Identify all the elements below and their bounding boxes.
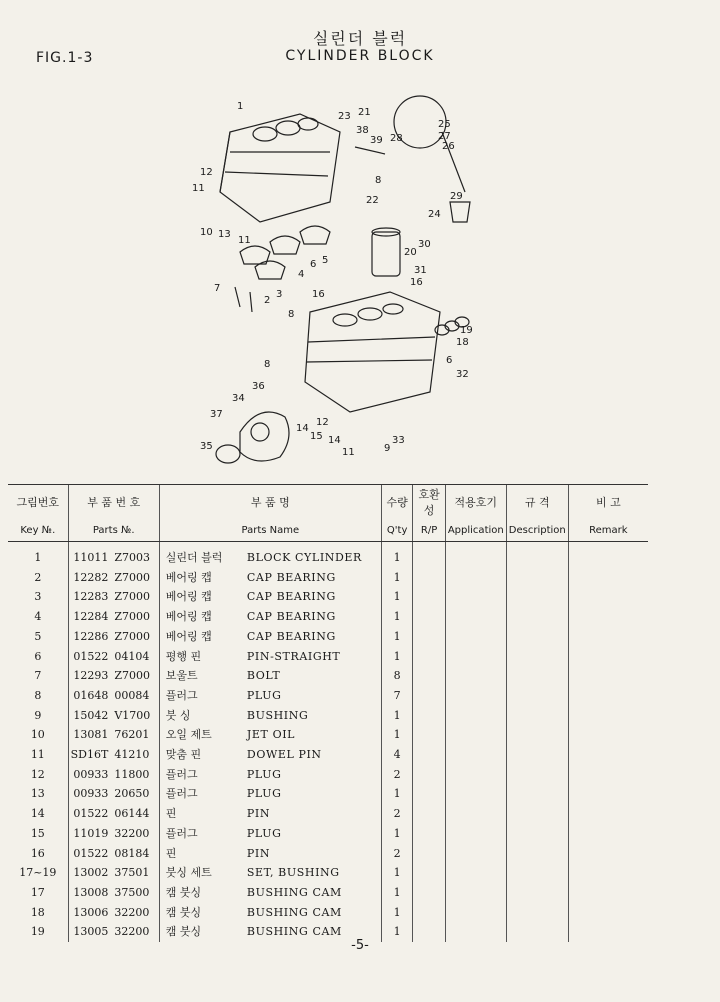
part-name-korean-cell: 평행 핀 <box>159 647 245 667</box>
application-cell <box>445 686 506 706</box>
callout-3: 3 <box>276 289 283 300</box>
part-number-prefix-cell: 11011 <box>68 542 112 568</box>
interchange-cell <box>413 607 445 627</box>
callout-31: 31 <box>414 265 427 276</box>
part-number-suffix-cell: Z7003 <box>114 551 150 564</box>
part-name-korean-cell: 캠 붓싱 <box>159 883 245 903</box>
callout-6: 6 <box>310 259 317 270</box>
interchange-cell <box>413 666 445 686</box>
quantity-cell: 1 <box>381 542 413 568</box>
interchange-cell <box>413 627 445 647</box>
interchange-cell <box>413 784 445 804</box>
part-name-cell: BUSHING CAM <box>246 905 342 919</box>
key-cell: 19 <box>30 925 45 939</box>
table-row <box>8 706 648 726</box>
remark-cell <box>568 542 648 568</box>
application-cell <box>445 863 506 883</box>
part-name-korean-cell: 베어링 캡 <box>159 607 245 627</box>
part-name-korean-cell: 베어링 캡 <box>159 568 245 588</box>
remark-cell <box>568 784 648 804</box>
callout-11b: 11 <box>238 235 251 246</box>
part-number-suffix-cell: Z7000 <box>114 570 150 584</box>
col-remark-ko: 비 고 <box>568 485 648 522</box>
quantity-cell: 1 <box>381 824 413 844</box>
spec-cell <box>506 607 568 627</box>
application-cell <box>445 607 506 627</box>
part-number-prefix-cell: 00933 <box>68 765 112 785</box>
interchange-cell <box>413 706 445 726</box>
callout-34: 34 <box>232 393 245 404</box>
col-parts-name-ko: 부 품 명 <box>159 485 381 522</box>
application-cell <box>445 568 506 588</box>
spec-cell <box>506 745 568 765</box>
part-number-prefix-cell: 13081 <box>68 725 112 745</box>
spec-cell <box>506 587 568 607</box>
table-row <box>8 647 648 667</box>
remark-cell <box>568 745 648 765</box>
callout-1: 1 <box>237 101 244 112</box>
remark-cell <box>568 804 648 824</box>
table-subheader-row <box>8 521 648 542</box>
part-number-suffix-cell: 32200 <box>114 925 150 939</box>
part-number-prefix-cell: 12282 <box>68 568 112 588</box>
callout-8: 8 <box>375 175 382 186</box>
remark-cell <box>568 706 648 726</box>
interchange-cell <box>413 647 445 667</box>
quantity-cell: 2 <box>381 804 413 824</box>
quantity-cell: 7 <box>381 686 413 706</box>
quantity-cell: 1 <box>381 784 413 804</box>
page-number: -5- <box>351 938 369 953</box>
part-number-prefix-cell: 12286 <box>68 627 112 647</box>
key-cell: 11 <box>30 748 45 762</box>
quantity-cell: 1 <box>381 627 413 647</box>
callout-10: 10 <box>200 227 213 238</box>
part-name-korean-cell: 캠 붓싱 <box>159 903 245 923</box>
part-name-korean-cell: 플러그 <box>159 824 245 844</box>
part-name-korean-cell: 보울트 <box>159 666 245 686</box>
page-title: CYLINDER BLOCK <box>285 48 435 64</box>
part-number-suffix-cell: Z7000 <box>114 590 150 604</box>
col-spec-ko: 규 격 <box>506 485 568 522</box>
col-qty-en: Q'ty <box>381 521 413 542</box>
quantity-cell: 1 <box>381 607 413 627</box>
part-name-cell: CAP BEARING <box>246 629 336 643</box>
table-row <box>8 883 648 903</box>
key-cell: 16 <box>30 846 45 860</box>
part-name-korean-cell: 플러그 <box>159 765 245 785</box>
interchange-cell <box>413 883 445 903</box>
part-number-suffix-cell: 32200 <box>114 826 150 840</box>
application-cell <box>445 844 506 864</box>
part-name-cell: DOWEL PIN <box>246 748 322 762</box>
part-name-korean-cell: 붓싱 세트 <box>159 863 245 883</box>
table-row <box>8 666 648 686</box>
spec-cell <box>506 765 568 785</box>
part-name-cell: CAP BEARING <box>246 610 336 624</box>
key-cell: 15 <box>30 826 45 840</box>
part-number-prefix-cell: 13006 <box>68 903 112 923</box>
application-cell <box>445 804 506 824</box>
quantity-cell: 4 <box>381 745 413 765</box>
part-number-prefix-cell: 12284 <box>68 607 112 627</box>
part-name-cell: BUSHING CAM <box>246 885 342 899</box>
part-name-cell: PIN <box>246 846 271 860</box>
table-row <box>8 903 648 923</box>
col-parts-no-en: Parts №. <box>68 521 159 542</box>
quantity-cell: 1 <box>381 922 413 942</box>
application-cell <box>445 647 506 667</box>
quantity-cell: 1 <box>381 725 413 745</box>
page-title-korean: 실린더 블럭 <box>312 29 408 48</box>
part-number-suffix-cell: 37500 <box>114 885 150 899</box>
interchange-cell <box>413 725 445 745</box>
table-row <box>8 804 648 824</box>
remark-cell <box>568 903 648 923</box>
part-name-korean-cell: 캠 붓싱 <box>159 922 245 942</box>
part-number-suffix-cell: 06144 <box>114 807 150 821</box>
part-number-suffix-cell: Z7000 <box>114 610 150 624</box>
part-name-cell: JET OIL <box>246 728 296 742</box>
part-name-cell: BOLT <box>246 669 281 683</box>
part-number-prefix-cell: 15042 <box>68 706 112 726</box>
figure-label: FIG.1-3 <box>36 50 94 66</box>
part-number-prefix-cell: 12283 <box>68 587 112 607</box>
part-name-cell: PIN <box>246 807 271 821</box>
application-cell <box>445 765 506 785</box>
application-cell <box>445 542 506 568</box>
callout-12b: 12 <box>316 417 329 428</box>
table-header-row <box>8 485 648 522</box>
part-name-korean-cell: 오일 제트 <box>159 725 245 745</box>
remark-cell <box>568 686 648 706</box>
table-row <box>8 607 648 627</box>
application-cell <box>445 725 506 745</box>
col-application-ko: 적용호기 <box>445 485 506 522</box>
callout-39: 39 <box>370 135 383 146</box>
spec-cell <box>506 883 568 903</box>
callout-8c: 8 <box>264 359 271 370</box>
application-cell <box>445 587 506 607</box>
remark-cell <box>568 607 648 627</box>
table-row <box>8 542 648 568</box>
callout-7: 7 <box>214 283 221 294</box>
key-cell: 4 <box>34 610 42 624</box>
quantity-cell: 2 <box>381 844 413 864</box>
key-cell: 2 <box>34 570 42 584</box>
part-name-cell: BUSHING <box>246 708 309 722</box>
interchange-cell <box>413 745 445 765</box>
part-name-cell: PLUG <box>246 826 282 840</box>
col-key-ko: 그림번호 <box>8 485 68 522</box>
part-name-korean-cell: 실린더 블럭 <box>159 542 245 568</box>
part-name-cell: CAP BEARING <box>246 570 336 584</box>
callout-24: 24 <box>428 209 441 220</box>
callout-13: 13 <box>218 229 231 240</box>
callout-9: 9 <box>384 443 391 454</box>
table-row <box>8 686 648 706</box>
part-number-suffix-cell: 00084 <box>114 688 150 702</box>
remark-cell <box>568 647 648 667</box>
col-spec-en: Description <box>506 521 568 542</box>
interchange-cell <box>413 542 445 568</box>
quantity-cell: 8 <box>381 666 413 686</box>
key-cell: 12 <box>30 767 45 781</box>
key-cell: 5 <box>34 629 42 643</box>
spec-cell <box>506 804 568 824</box>
col-key-en: Key №. <box>8 521 68 542</box>
callout-5: 5 <box>322 255 329 266</box>
quantity-cell: 2 <box>381 765 413 785</box>
spec-cell <box>506 824 568 844</box>
parts-table <box>8 484 648 942</box>
part-name-cell: BLOCK CYLINDER <box>246 551 362 564</box>
col-application-en: Application <box>445 521 506 542</box>
part-number-suffix-cell: 76201 <box>114 728 150 742</box>
application-cell <box>445 745 506 765</box>
part-name-korean-cell: 베어링 캡 <box>159 627 245 647</box>
remark-cell <box>568 844 648 864</box>
spec-cell <box>506 706 568 726</box>
remark-cell <box>568 765 648 785</box>
remark-cell <box>568 883 648 903</box>
application-cell <box>445 666 506 686</box>
callout-18: 18 <box>456 337 469 348</box>
part-number-prefix-cell: 13008 <box>68 883 112 903</box>
callout-11c: 11 <box>342 447 355 458</box>
remark-cell <box>568 568 648 588</box>
part-number-prefix-cell: 11019 <box>68 824 112 844</box>
callout-8b: 8 <box>288 309 295 320</box>
callout-25: 25 <box>438 119 451 130</box>
part-name-korean-cell: 핀 <box>159 844 245 864</box>
part-number-prefix-cell: 13005 <box>68 922 112 942</box>
key-cell: 1 <box>34 551 42 564</box>
callout-30: 30 <box>418 239 431 250</box>
callout-33: 33 <box>392 435 405 446</box>
quantity-cell: 1 <box>381 863 413 883</box>
key-cell: 17 <box>30 885 45 899</box>
application-cell <box>445 784 506 804</box>
spec-cell <box>506 568 568 588</box>
col-qty-ko: 수량 <box>381 485 413 522</box>
application-cell <box>445 824 506 844</box>
callout-2: 2 <box>264 295 271 306</box>
callout-32: 32 <box>456 369 469 380</box>
part-number-prefix-cell: 12293 <box>68 666 112 686</box>
callout-16b: 16 <box>312 289 325 300</box>
interchange-cell <box>413 686 445 706</box>
col-parts-no-ko: 부 품 번 호 <box>68 485 159 522</box>
part-number-suffix-cell: 20650 <box>114 787 150 801</box>
table-row <box>8 568 648 588</box>
remark-cell <box>568 824 648 844</box>
interchange-cell <box>413 824 445 844</box>
part-number-prefix-cell: 01522 <box>68 844 112 864</box>
key-cell: 17~19 <box>19 866 57 880</box>
parts-table-body <box>8 542 648 943</box>
spec-cell <box>506 686 568 706</box>
interchange-cell <box>413 568 445 588</box>
key-cell: 18 <box>30 905 45 919</box>
part-number-prefix-cell: 13002 <box>68 863 112 883</box>
key-cell: 3 <box>34 590 42 604</box>
interchange-cell <box>413 804 445 824</box>
part-number-suffix-cell: 37501 <box>114 866 150 880</box>
part-name-cell: PIN-STRAIGHT <box>246 649 341 663</box>
table-row <box>8 627 648 647</box>
spec-cell <box>506 666 568 686</box>
application-cell <box>445 706 506 726</box>
callout-19: 19 <box>460 325 473 336</box>
callout-11: 11 <box>192 183 205 194</box>
spec-cell <box>506 844 568 864</box>
col-remark-en: Remark <box>568 521 648 542</box>
quantity-cell: 1 <box>381 903 413 923</box>
part-number-prefix-cell: 00933 <box>68 784 112 804</box>
part-number-suffix-cell: 08184 <box>114 846 150 860</box>
spec-cell <box>506 542 568 568</box>
spec-cell <box>506 725 568 745</box>
callout-27: 27 <box>438 131 451 142</box>
callout-4: 4 <box>298 269 305 280</box>
remark-cell <box>568 587 648 607</box>
callout-20: 20 <box>404 247 417 258</box>
callout-21: 21 <box>358 107 371 118</box>
part-name-korean-cell: 맞춤 핀 <box>159 745 245 765</box>
interchange-cell <box>413 765 445 785</box>
remark-cell <box>568 863 648 883</box>
key-cell: 9 <box>34 708 42 722</box>
interchange-cell <box>413 844 445 864</box>
table-row <box>8 824 648 844</box>
part-name-korean-cell: 플러그 <box>159 686 245 706</box>
callout-35: 35 <box>200 441 213 452</box>
application-cell <box>445 883 506 903</box>
part-number-prefix-cell: 01522 <box>68 647 112 667</box>
callout-38: 38 <box>356 125 369 136</box>
callout-14: 14 <box>296 423 309 434</box>
key-cell: 7 <box>34 669 42 683</box>
quantity-cell: 1 <box>381 587 413 607</box>
callout-28: 28 <box>390 133 403 144</box>
table-row <box>8 725 648 745</box>
interchange-cell <box>413 903 445 923</box>
key-cell: 14 <box>30 807 45 821</box>
part-number-suffix-cell: Z7000 <box>114 629 150 643</box>
callout-22: 22 <box>366 195 379 206</box>
table-row <box>8 844 648 864</box>
part-number-prefix-cell: SD16T <box>68 745 112 765</box>
col-interchange-ko: 호환성 <box>413 485 445 522</box>
callout-14b: 14 <box>328 435 341 446</box>
callout-29: 29 <box>450 191 463 202</box>
part-name-korean-cell: 붓 싱 <box>159 706 245 726</box>
quantity-cell: 1 <box>381 647 413 667</box>
quantity-cell: 1 <box>381 706 413 726</box>
part-name-cell: PLUG <box>246 688 282 702</box>
part-number-prefix-cell: 01648 <box>68 686 112 706</box>
part-name-korean-cell: 핀 <box>159 804 245 824</box>
part-number-suffix-cell: V1700 <box>114 708 151 722</box>
part-number-suffix-cell: Z7000 <box>114 669 150 683</box>
part-name-cell: BUSHING CAM <box>246 925 342 939</box>
interchange-cell <box>413 863 445 883</box>
callout-15: 15 <box>310 431 323 442</box>
part-number-suffix-cell: 32200 <box>114 905 150 919</box>
remark-cell <box>568 627 648 647</box>
part-name-cell: CAP BEARING <box>246 590 336 604</box>
callout-23: 23 <box>338 111 351 122</box>
part-name-korean-cell: 베어링 캡 <box>159 587 245 607</box>
remark-cell <box>568 725 648 745</box>
spec-cell <box>506 647 568 667</box>
key-cell: 13 <box>30 787 45 801</box>
part-number-suffix-cell: 04104 <box>114 649 150 663</box>
callout-26: 26 <box>442 141 455 152</box>
callout-16: 16 <box>410 277 423 288</box>
application-cell <box>445 903 506 923</box>
table-row <box>8 784 648 804</box>
callout-12: 12 <box>200 167 213 178</box>
part-name-cell: PLUG <box>246 767 282 781</box>
table-row <box>8 745 648 765</box>
callout-6b: 6 <box>446 355 453 366</box>
part-name-cell: PLUG <box>246 787 282 801</box>
table-row <box>8 587 648 607</box>
part-number-suffix-cell: 11800 <box>114 767 150 781</box>
table-row <box>8 765 648 785</box>
spec-cell <box>506 784 568 804</box>
callout-36: 36 <box>252 381 265 392</box>
part-name-korean-cell: 플러그 <box>159 784 245 804</box>
exploded-diagram <box>180 92 490 472</box>
spec-cell <box>506 627 568 647</box>
spec-cell <box>506 863 568 883</box>
interchange-cell <box>413 587 445 607</box>
part-name-cell: SET, BUSHING <box>246 866 340 880</box>
col-parts-name-en: Parts Name <box>159 521 381 542</box>
col-interchange-en: R/P <box>413 521 445 542</box>
key-cell: 10 <box>30 728 45 742</box>
remark-cell <box>568 666 648 686</box>
key-cell: 6 <box>34 649 42 663</box>
quantity-cell: 1 <box>381 568 413 588</box>
table-row <box>8 863 648 883</box>
key-cell: 8 <box>34 688 42 702</box>
application-cell <box>445 627 506 647</box>
spec-cell <box>506 903 568 923</box>
part-number-suffix-cell: 41210 <box>114 748 150 762</box>
quantity-cell: 1 <box>381 883 413 903</box>
callout-37: 37 <box>210 409 223 420</box>
part-number-prefix-cell: 01522 <box>68 804 112 824</box>
